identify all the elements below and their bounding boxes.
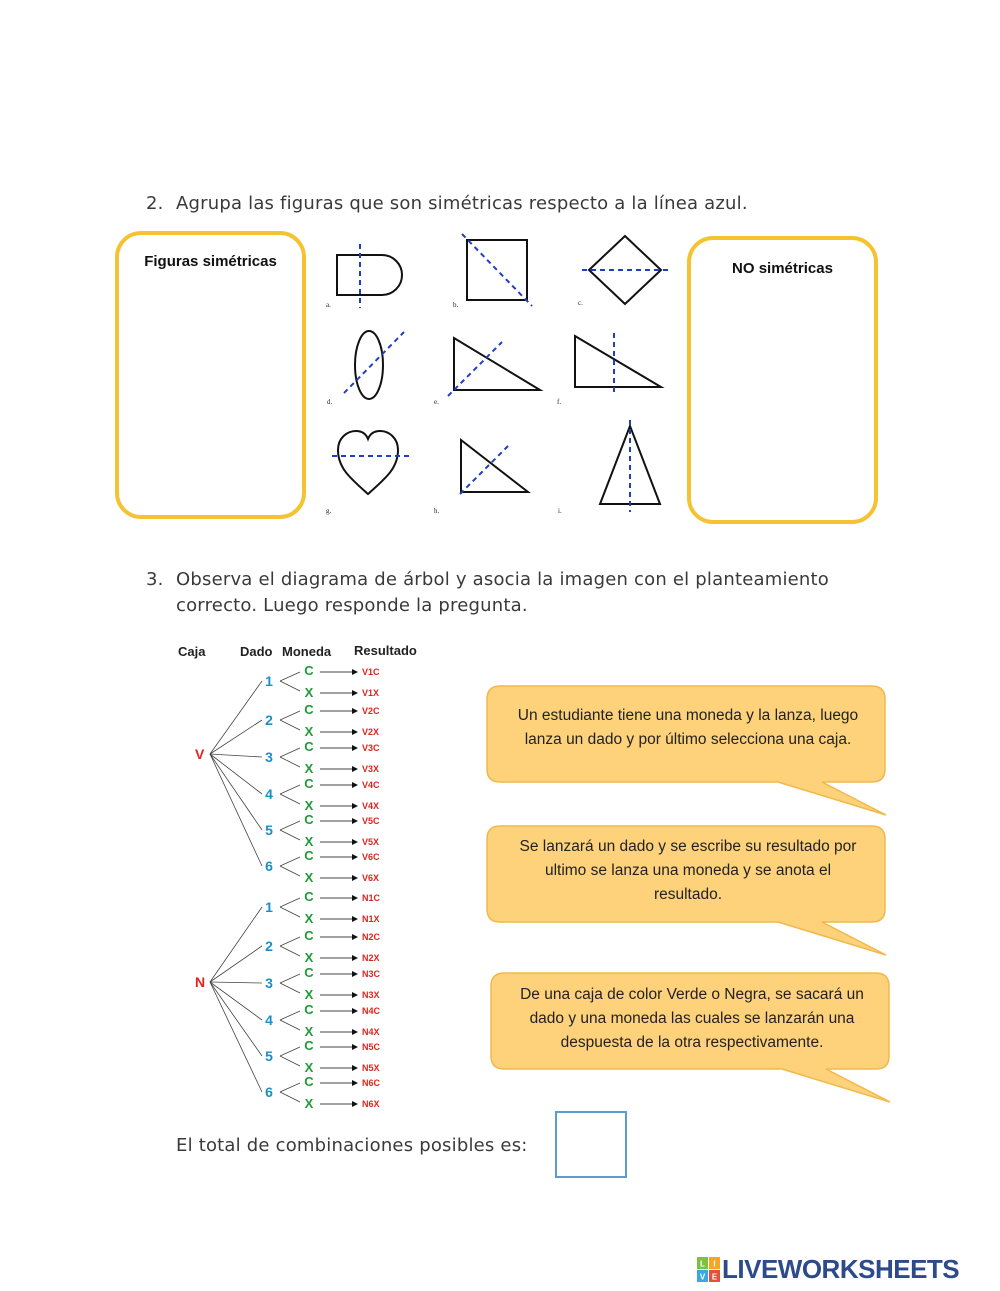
arrowhead-N5X	[352, 1065, 358, 1071]
arrowhead-V2C	[352, 708, 358, 714]
header-resultado: Resultado	[354, 643, 417, 658]
result-V3C: V3C	[362, 743, 380, 753]
result-V2C: V2C	[362, 706, 380, 716]
figure-h[interactable]	[460, 440, 528, 494]
branch-V4-X	[280, 794, 300, 804]
box-label-N: N	[195, 974, 206, 990]
branch-V5-X	[280, 830, 300, 840]
arrowhead-V4C	[352, 782, 358, 788]
result-N3X: N3X	[362, 990, 380, 1000]
result-V3X: V3X	[362, 764, 380, 774]
coin-N4-C: C	[304, 1002, 314, 1017]
result-N1X: N1X	[362, 914, 380, 924]
result-V6X: V6X	[362, 873, 380, 883]
die-N-2: 2	[265, 938, 273, 954]
coin-V6-X: X	[304, 870, 314, 885]
branch-N-1	[210, 907, 262, 982]
coin-N3-C: C	[304, 965, 314, 980]
q3-prompt-line1: Observa el diagrama de árbol y asocia la imagen con el planteamiento	[176, 569, 830, 590]
coin-N6-C: C	[304, 1074, 314, 1089]
branch-N-2	[210, 946, 262, 982]
figure-e[interactable]	[448, 338, 540, 396]
arrowhead-N4X	[352, 1029, 358, 1035]
result-V6C: V6C	[362, 852, 380, 862]
figure-g-label: g.	[326, 507, 332, 515]
coin-V6-C: C	[304, 848, 314, 863]
callout-3-line3: despuesta de la otra respectivamente.	[560, 1034, 824, 1051]
figure-i-label: i.	[558, 507, 562, 515]
branch-N4-X	[280, 1020, 300, 1030]
branch-N-5	[210, 982, 262, 1056]
branch-V3-X	[280, 757, 300, 767]
branch-N-3	[210, 982, 262, 983]
coin-N2-C: C	[304, 928, 314, 943]
branch-N5-C	[280, 1047, 300, 1056]
figure-g[interactable]	[332, 431, 412, 494]
branch-N6-X	[280, 1092, 300, 1102]
callout-2[interactable]	[486, 825, 890, 960]
branch-V-1	[210, 681, 262, 754]
die-V-2: 2	[265, 712, 273, 728]
arrowhead-N6X	[352, 1101, 358, 1107]
die-N-3: 3	[265, 975, 273, 991]
arrowhead-V1C	[352, 669, 358, 675]
die-V-4: 4	[265, 786, 273, 802]
figure-a[interactable]	[337, 244, 402, 308]
coin-N5-X: X	[304, 1060, 314, 1075]
branch-N6-C	[280, 1083, 300, 1092]
coin-N2-X: X	[304, 950, 314, 965]
figure-f[interactable]	[575, 333, 661, 394]
branch-V6-X	[280, 866, 300, 876]
coin-N1-X: X	[304, 911, 314, 926]
header-caja: Caja	[178, 644, 206, 659]
callout-1-line2: lanza un dado y por último selecciona una caja.	[524, 731, 852, 748]
header-moneda: Moneda	[282, 644, 332, 659]
figure-h-label: h.	[434, 507, 440, 515]
liveworksheets-brand: LIVEWORKSHEETS	[722, 1254, 960, 1284]
figures-grid	[320, 228, 680, 523]
callout-3-line2: dado y una moneda las cuales se lanzarán una	[529, 1010, 855, 1027]
die-V-6: 6	[265, 858, 273, 874]
total-answer-input[interactable]	[555, 1111, 627, 1178]
callout-2-line2: ultimo se lanza una moneda y se anota el	[544, 862, 832, 879]
branch-N3-X	[280, 983, 300, 993]
arrowhead-V4X	[352, 803, 358, 809]
tree-diagram	[170, 636, 450, 1111]
branch-V6-C	[280, 857, 300, 866]
logo-mark-i: I	[713, 1259, 716, 1269]
result-N6X: N6X	[362, 1099, 380, 1109]
coin-N3-X: X	[304, 987, 314, 1002]
coin-N4-X: X	[304, 1024, 314, 1039]
figure-b[interactable]	[462, 234, 532, 306]
die-N-4: 4	[265, 1012, 273, 1028]
coin-V5-X: X	[304, 834, 314, 849]
branch-V5-C	[280, 821, 300, 830]
callout-2-line3: resultado.	[653, 886, 723, 903]
result-N2C: N2C	[362, 932, 381, 942]
coin-N1-C: C	[304, 889, 314, 904]
result-N6C: N6C	[362, 1078, 381, 1088]
coin-V3-C: C	[304, 739, 314, 754]
liveworksheets-logo-icon	[697, 1257, 721, 1283]
arrowhead-V5C	[352, 818, 358, 824]
branch-V2-C	[280, 711, 300, 720]
callout-3-line1: De una caja de color Verde o Negra, se sacará un	[520, 986, 864, 1003]
figure-c-label: c.	[578, 299, 583, 307]
callout-1-line1: Un estudiante tiene una moneda y la lanza, luego	[517, 707, 859, 724]
result-V5C: V5C	[362, 816, 380, 826]
arrowhead-V2X	[352, 729, 358, 735]
branch-V-5	[210, 754, 262, 830]
arrowhead-V5X	[352, 839, 358, 845]
figure-e-label: e.	[434, 398, 439, 406]
figure-b-label: b.	[453, 301, 459, 309]
logo-mark-l: L	[700, 1259, 705, 1269]
die-V-5: 5	[265, 822, 273, 838]
callout-1[interactable]	[486, 685, 890, 820]
arrowhead-N4C	[352, 1008, 358, 1014]
callout-2-line1: Se lanzará un dado y se escribe su resultado por	[519, 838, 857, 855]
result-V4X: V4X	[362, 801, 380, 811]
arrowhead-V6C	[352, 854, 358, 860]
arrowhead-N2C	[352, 934, 358, 940]
q2-number: 2.	[146, 193, 164, 214]
symmetric-zone-title: Figuras simétricas	[144, 253, 277, 270]
q3-number: 3.	[146, 569, 164, 590]
arrowhead-N1C	[352, 895, 358, 901]
logo-mark-e: E	[711, 1272, 718, 1282]
result-N1C: N1C	[362, 893, 381, 903]
result-N5C: N5C	[362, 1042, 381, 1052]
symmetric-drop-zone[interactable]	[115, 231, 306, 519]
result-V1C: V1C	[362, 667, 380, 677]
figure-a-label: a.	[326, 301, 331, 309]
branch-N-6	[210, 982, 262, 1092]
coin-V4-C: C	[304, 776, 314, 791]
arrowhead-N6C	[352, 1080, 358, 1086]
branch-V-4	[210, 754, 262, 794]
figure-d[interactable]	[344, 331, 404, 399]
branch-V2-X	[280, 720, 300, 730]
arrowhead-N1X	[352, 916, 358, 922]
branch-V1-X	[280, 681, 300, 691]
die-V-3: 3	[265, 749, 273, 765]
result-N2X: N2X	[362, 953, 380, 963]
result-V5X: V5X	[362, 837, 380, 847]
die-N-6: 6	[265, 1084, 273, 1100]
q3-prompt-line2: correcto. Luego responde la pregunta.	[176, 595, 528, 616]
arrowhead-V3X	[352, 766, 358, 772]
box-label-V: V	[195, 746, 205, 762]
result-N4C: N4C	[362, 1006, 381, 1016]
coin-V3-X: X	[304, 761, 314, 776]
branch-N2-C	[280, 937, 300, 946]
branch-V-3	[210, 754, 262, 757]
coin-V2-C: C	[304, 702, 314, 717]
branch-N-4	[210, 982, 262, 1020]
branch-N3-C	[280, 974, 300, 983]
result-N3C: N3C	[362, 969, 381, 979]
branch-N5-X	[280, 1056, 300, 1066]
branch-N1-X	[280, 907, 300, 917]
non-symmetric-drop-zone[interactable]	[687, 236, 878, 524]
callout-3[interactable]	[490, 972, 894, 1107]
figure-i[interactable]	[600, 420, 660, 512]
arrowhead-V3C	[352, 745, 358, 751]
die-N-5: 5	[265, 1048, 273, 1064]
coin-V1-X: X	[304, 685, 314, 700]
branch-V3-C	[280, 748, 300, 757]
coin-V5-C: C	[304, 812, 314, 827]
result-N4X: N4X	[362, 1027, 380, 1037]
figure-f-label: f.	[557, 398, 562, 406]
branch-V4-C	[280, 785, 300, 794]
branch-N2-X	[280, 946, 300, 956]
figure-d-label: d.	[327, 398, 333, 406]
arrowhead-V6X	[352, 875, 358, 881]
non-symmetric-zone-title: NO simétricas	[732, 260, 833, 277]
die-V-1: 1	[265, 673, 273, 689]
branch-N4-C	[280, 1011, 300, 1020]
die-N-1: 1	[265, 899, 273, 915]
arrowhead-N3X	[352, 992, 358, 998]
q2-prompt: Agrupa las figuras que son simétricas respecto a la línea azul.	[176, 193, 748, 214]
coin-N6-X: X	[304, 1096, 314, 1111]
arrowhead-N2X	[352, 955, 358, 961]
total-label: El total de combinaciones posibles es:	[176, 1135, 528, 1156]
branch-V-2	[210, 720, 262, 754]
coin-V4-X: X	[304, 798, 314, 813]
coin-V1-C: C	[304, 663, 314, 678]
arrowhead-V1X	[352, 690, 358, 696]
branch-V-6	[210, 754, 262, 866]
branch-V1-C	[280, 672, 300, 681]
result-N5X: N5X	[362, 1063, 380, 1073]
logo-mark-v: V	[699, 1272, 706, 1282]
result-V4C: V4C	[362, 780, 380, 790]
result-V2X: V2X	[362, 727, 380, 737]
coin-N5-C: C	[304, 1038, 314, 1053]
arrowhead-N5C	[352, 1044, 358, 1050]
coin-V2-X: X	[304, 724, 314, 739]
branch-N1-C	[280, 898, 300, 907]
figure-c[interactable]	[582, 236, 668, 304]
result-V1X: V1X	[362, 688, 380, 698]
header-dado: Dado	[240, 644, 273, 659]
arrowhead-N3C	[352, 971, 358, 977]
